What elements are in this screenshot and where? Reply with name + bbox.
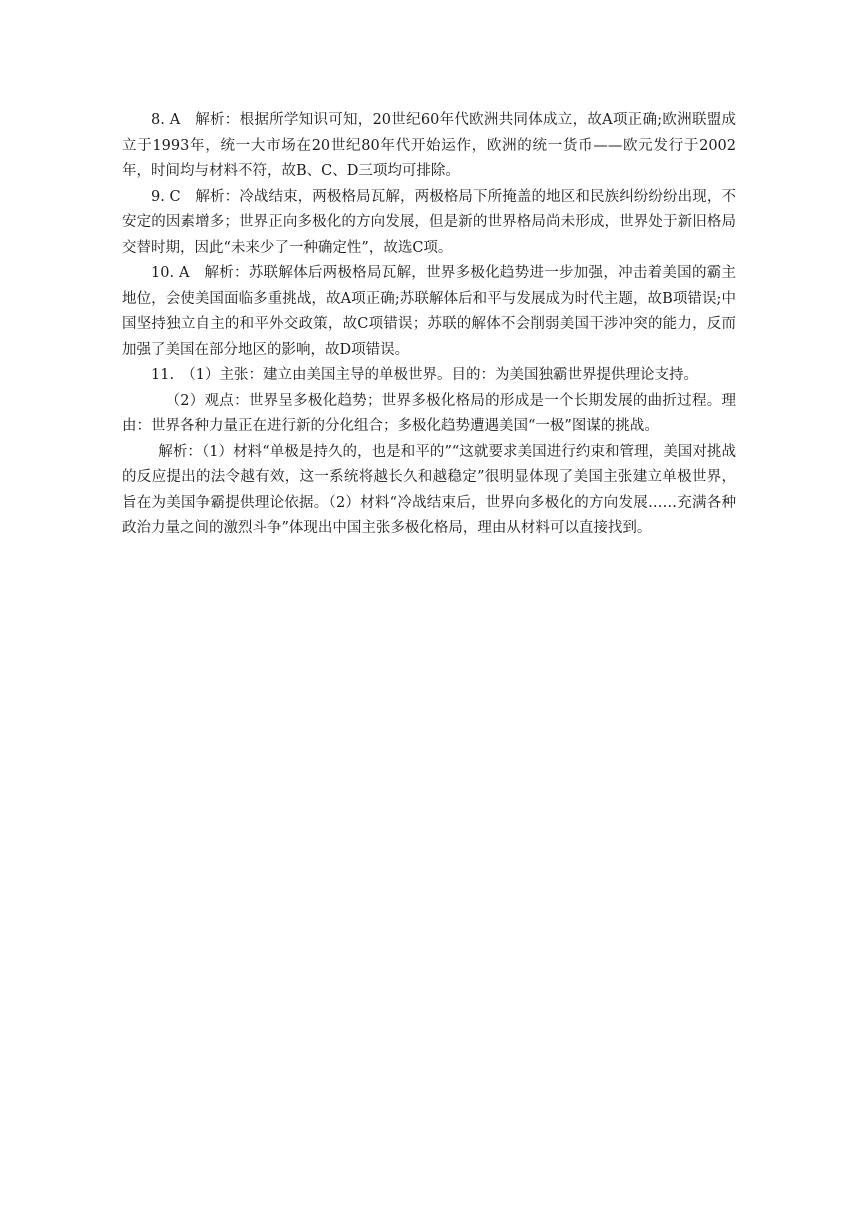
answer-content [122, 108, 736, 542]
answer-q11-analysis: 解析：（1）材料“单极是持久的，也是和平的”“这就要求美国进行约束和管理，美国对挑战的反应提出的法令越有效，这一系统将越长久和越稳定”很明显体现了美国主张建立单极世界，旨在为美国争霸提供理论依据。（2）材料“冷战结束后，世界向多极化的方向发展……充满各种政治力量之间的激烈斗争”体现出中国主张多极化格局，理由从材料可以直接找到。 [122, 443, 736, 536]
answer-q11-part1: 11. （1）主张：建立由美国主导的单极世界。目的：为美国独霸世界提供理论支持。 [151, 367, 699, 383]
answer-q8: 8. A 解析：根据所学知识可知，20世纪60年代欧洲共同体成立，故A项正确;欧洲联盟成立于1993年，统一大市场在20世纪80年代开始运作，欧洲的统一货币——欧元发行于2002年，时间均与材料不符，故B、C、D三项均可排除。 [122, 112, 736, 179]
answer-q9: 9. C 解析：冷战结束，两极格局瓦解，两极格局下所掩盖的地区和民族纠纷纷纷出现，不安定的因素增多；世界正向多极化的方向发展，但是新的世界格局尚未形成，世界处于新旧格局交替时期，因此“未来少了一种确定性”，故选C项。 [122, 188, 736, 256]
answer-q10: 10. A 解析：苏联解体后两极格局瓦解，世界多极化趋势进一步加强，冲击着美国的霸主地位，会使美国面临多重挑战，故A项正确;苏联解体后和平与发展成为时代主题，故B项错误;中国坚持独立自主的和平外交政策，故C项错误；苏联的解体不会削弱美国干涉冲突的能力，反而加强了美国在部分地区的影响，故D项错误。 [122, 265, 736, 358]
answer-q11-part2: （2）观点：世界呈多极化趋势；世界多极化格局的形成是一个长期发展的曲折过程。理由：世界各种力量正在进行新的分化组合；多极化趋势遭遇美国“一极”图谋的挑战。 [122, 392, 736, 434]
